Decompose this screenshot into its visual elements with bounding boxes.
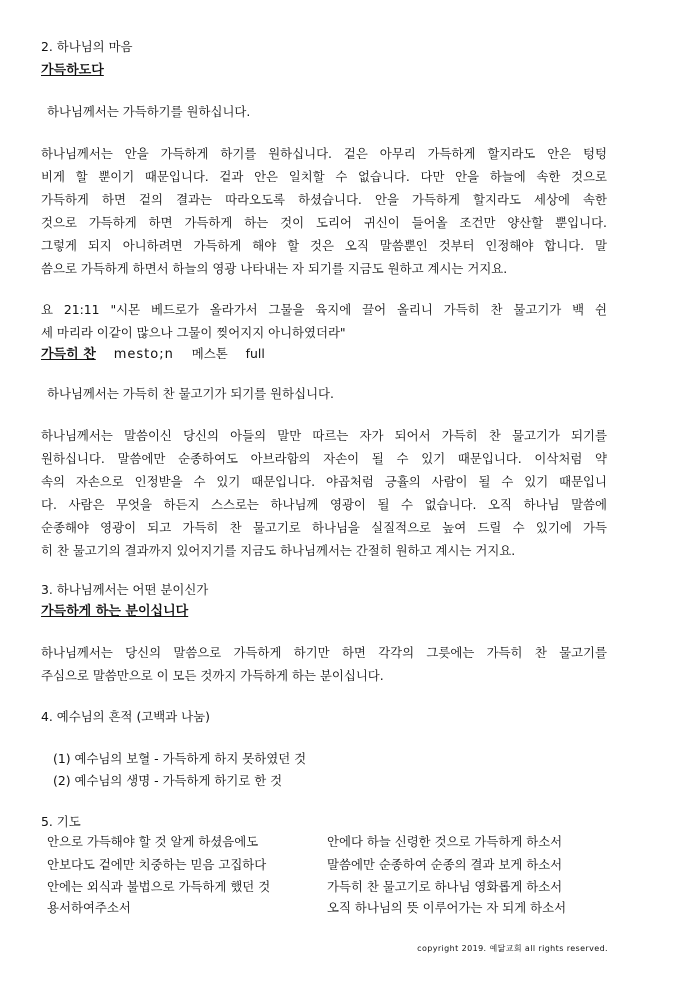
prayer-left-line: 안에는 외식과 불법으로 가득하게 했던 것: [47, 879, 271, 894]
section2-para2-line: 속의 자손으로 인정받을 수 있기 때문입니다. 야곱처럼 긍휼의 사람이 될 수 있기 때문입니: [41, 474, 607, 489]
verse-line: 요 21:11 "시몬 베드로가 올라가서 그물을 육지에 끌어 올리니 가득히 찬 물고기가 백 쉰: [41, 302, 607, 317]
section2-title: 가득하도다: [41, 63, 104, 78]
prayer-right-line: 가득히 찬 물고기로 하나님 영화롭게 하소서: [327, 879, 563, 894]
section2-para2-line: 다. 사람은 무엇을 하든지 스스로는 하나님께 영광이 될 수 없습니다. 오직 하나님 말씀에: [41, 497, 607, 512]
verse-line: 세 마리라 이같이 많으나 그물이 찢어지지 아니하였더라": [41, 325, 346, 340]
section2-para2-line: 히 찬 물고기의 결과까지 있어지기를 지금도 하나님께서는 간절히 원하고 계시는 거지요.: [41, 543, 516, 558]
section5-heading: 5. 기도: [41, 814, 81, 829]
word-term: 가득히 찬: [41, 347, 96, 362]
prayer-right-line: 안에다 하늘 신령한 것으로 가득하게 하소서: [327, 834, 563, 849]
section3-heading: 3. 하나님께서는 어떤 분이신가: [41, 582, 209, 597]
section2-para-line: 씀으로 가득하게 하면서 하늘의 영광 나타내는 자 되기를 지금도 원하고 계시는 거지요.: [41, 261, 508, 276]
prayer-right-line: 오직 하나님의 뜻 이루어가는 자 되게 하소서: [327, 900, 567, 915]
section2-para-line: 그렇게 되지 아니하려면 가득하게 해야 할 것은 오직 말씀뿐인 것부터 인정해야 합니다. 말: [41, 238, 607, 253]
section2-para-line: 비게 할 뿐이기 때문입니다. 겉과 안은 일치할 수 없습니다. 다만 안을 하늘에 속한 것으로: [41, 169, 607, 184]
section2-para2-line: 하나님께서는 말씀이신 당신의 아들의 말만 따르는 자가 되어서 가득히 찬 물고기가 되기를: [41, 428, 607, 443]
word-english: full: [245, 346, 265, 361]
copyright-footer: copyright 2019. 예닮교회 all rights reserved.: [417, 944, 608, 953]
section3-title: 가득하게 하는 분이십니다: [41, 604, 189, 619]
word-study: [41, 346, 265, 363]
section2-para-line: 가득하게 하면 겉의 결과는 따라오도록 하셨습니다. 안을 가득하게 할지라도 세상에 속한: [41, 192, 607, 207]
word-korean: 메스톤: [191, 346, 228, 361]
section2-para2-line: 순종해야 영광이 되고 가득히 찬 물고기로 하나님을 실질적으로 높여 드릴 수 있기에 가득: [41, 520, 607, 535]
prayer-left-line: 안보다도 겉에만 치중하는 믿음 고집하다: [47, 857, 267, 872]
prayer-left-line: 안으로 가득해야 할 것 알게 하셨음에도: [47, 834, 259, 849]
section4-item: (1) 예수님의 보혈 - 가득하게 하지 못하였던 것: [53, 751, 307, 766]
section2-para-line: 하나님께서는 안을 가득하게 하기를 원하십니다. 겉은 아무리 가득하게 할지라도 안은 텅텅: [41, 146, 607, 161]
section2-para-line: 것으로 가득하게 하면 가득하게 하는 것이 도리어 귀신이 들어올 조건만 양산할 뿐입니다.: [41, 215, 607, 230]
section4-heading: 4. 예수님의 흔적 (고백과 나눔): [41, 709, 210, 724]
section2-para2-line: 원하십니다. 말씀에만 순종하여도 아브라함의 자손이 될 수 있기 때문입니다. 이삭처럼 약: [41, 451, 607, 466]
section3-para-line: 주심으로 말씀만으로 이 모든 것까지 가득하게 하는 분이십니다.: [41, 668, 384, 683]
section4-item: (2) 예수님의 생명 - 가득하게 하기로 한 것: [53, 773, 283, 788]
section2-intro: 하나님께서는 가득하기를 원하십니다.: [47, 104, 251, 119]
word-greek: mesto;n: [113, 347, 174, 362]
section2-intro2: 하나님께서는 가득히 찬 물고기가 되기를 원하십니다.: [47, 386, 334, 401]
prayer-left-line: 용서하여주소서: [47, 900, 131, 915]
section2-heading: 2. 하나님의 마음: [41, 39, 133, 54]
prayer-right-line: 말씀에만 순종하여 순종의 결과 보게 하소서: [327, 857, 563, 872]
section3-para-line: 하나님께서는 당신의 말씀으로 가득하게 하기만 하면 각각의 그릇에는 가득히 찬 물고기를: [41, 645, 607, 660]
